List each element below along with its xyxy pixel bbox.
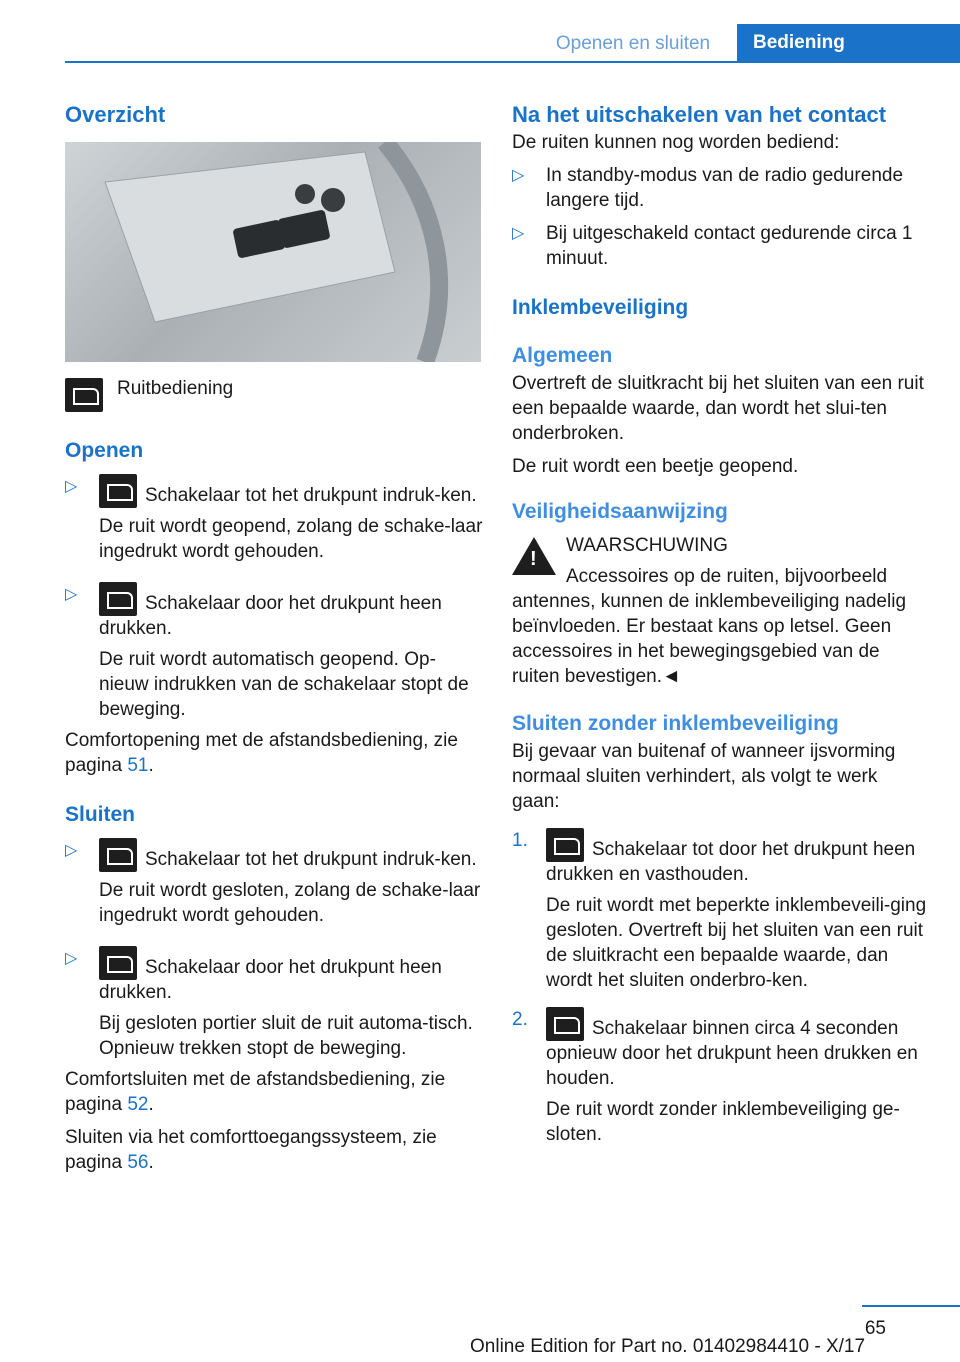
header-tab-active[interactable]: Bediening [737,24,960,62]
list-item-sub: De ruit wordt geopend, zolang de schake-laar ingedrukt wordt gehouden. [99,516,483,562]
bullet-triangle-icon: ▷ [65,842,78,859]
right-column [512,100,930,1147]
heading-sluiten: Sluiten [65,803,136,826]
step-number: 1. [512,830,528,851]
list-item [65,474,483,564]
bullet-triangle-icon: ▷ [512,167,525,184]
list-item-text: In standby-modus van de radio gedurende langere tijd. [546,165,904,211]
warning-box [512,533,930,689]
step-item [512,828,930,993]
list-item [512,163,930,213]
window-switch-icon [99,838,137,872]
list-item [65,582,483,722]
window-switch-icon [65,378,103,412]
list-item [65,838,483,928]
header-tab-section[interactable]: Openen en sluiten [555,32,711,54]
page-link[interactable]: 56 [127,1152,149,1173]
header-rule [65,61,960,63]
window-switch-icon [99,582,137,616]
algemeen-p1: Overtreft de sluitkracht bij het sluiten van een ruit een bepaalde waarde, dan wordt het slui-ten onderbroken. [512,373,924,444]
step-text: Schakelaar tot door het drukpunt heen drukken en vasthouden. [546,839,916,885]
list-item-sub: De ruit wordt gesloten, zolang de schake-laar ingedrukt wordt gehouden. [99,880,481,926]
footer-rule [862,1305,960,1307]
bullet-triangle-icon: ▷ [65,586,78,603]
ruitbediening-label: Ruitbediening [117,378,234,399]
list-item-sub: Bij gesloten portier sluit de ruit automa-tisch. Opnieuw trekken stopt de beweging. [99,1013,473,1059]
window-switch-icon [546,1007,584,1041]
step-sub: De ruit wordt met beperkte inklembeveili-ging gesloten. Overtreft bij het sluiten van een ruit de sluitkracht een bepaalde waarde, dan wordt het sluiten onderbro-ken. [546,895,927,991]
window-switch-photo [65,142,481,362]
list-item-text: Schakelaar door het drukpunt heen drukken. [99,957,442,1003]
page-link[interactable]: 52 [127,1094,149,1115]
heading-contact: Na het uitschakelen van het contact [512,102,887,127]
step-item [512,1007,930,1147]
page-link[interactable]: 51 [127,755,149,776]
left-column [65,100,483,1175]
algemeen-p2: De ruit wordt een beetje geopend. [512,456,799,477]
step-text: Schakelaar binnen circa 4 seconden opnieuw door het drukpunt heen drukken en houden. [546,1018,918,1089]
access-close-text: Sluiten via het comforttoegangssysteem, zie pagina 56. [65,1127,437,1173]
bullet-triangle-icon: ▷ [512,225,525,242]
footer-edition: Online Edition for Part no. 01402984410 - X/17 [470,1336,866,1357]
list-item-text: Schakelaar tot het drukpunt indruk-ken. [145,485,477,506]
contact-intro: De ruiten kunnen nog worden bediend: [512,132,840,153]
list-item-sub: De ruit wordt automatisch geopend. Op-nieuw indrukken van de schakelaar stopt de beweging. [99,649,469,720]
heading-openen: Openen [65,439,144,462]
warning-title: WAARSCHUWING [566,535,728,556]
window-switch-icon [546,828,584,862]
bullet-triangle-icon: ▷ [65,478,78,495]
bullet-triangle-icon: ▷ [65,950,78,967]
comfort-open-text: Comfortopening met de afstandsbediening, zie pagina 51. [65,730,458,776]
window-switch-icon [99,474,137,508]
warning-text: Accessoires op de ruiten, bijvoorbeeld antennes, kunnen de inklembeveiliging nadelig beïnvloeden. Er bestaat kans op letsel. Geen accessoires in het bewegingsgebied van de ruiten bevestigen.◄ [512,566,907,687]
heading-inklem: Inklembeveiliging [512,296,689,319]
list-item-text: Bij uitgeschakeld contact gedurende circa 1 minuut. [546,223,913,269]
heading-algemeen: Algemeen [512,344,613,367]
list-item [65,946,483,1061]
heading-overzicht: Overzicht [65,102,166,127]
window-switch-icon [99,946,137,980]
page-number: 65 [864,1318,886,1339]
comfort-close-text: Comfortsluiten met de afstandsbediening, zie pagina 52. [65,1069,446,1115]
heading-zonder: Sluiten zonder inklembeveiliging [512,712,839,735]
heading-veilig: Veiligheidsaanwijzing [512,500,728,523]
zonder-intro: Bij gevaar van buitenaf of wanneer ijsvorming normaal sluiten verhindert, als volgt te werk gaan: [512,741,896,812]
warning-icon: ! [512,537,556,575]
step-sub: De ruit wordt zonder inklembeveiliging ge-sloten. [546,1099,900,1145]
list-item [512,221,930,271]
step-number: 2. [512,1009,528,1030]
list-item-text: Schakelaar tot het drukpunt indruk-ken. [145,849,477,870]
list-item-text: Schakelaar door het drukpunt heen drukken. [99,593,442,639]
